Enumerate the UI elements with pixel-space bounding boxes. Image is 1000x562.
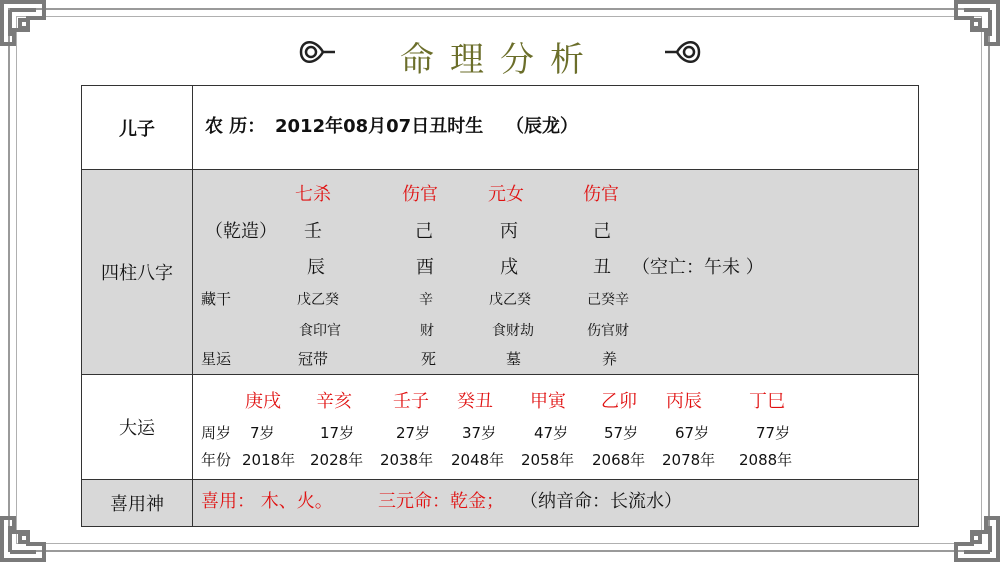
canggan-gods-hour: 伤官财 (587, 323, 629, 339)
canggan-hour: 己癸辛 (587, 292, 629, 308)
canggan-year: 戊乙癸 (297, 292, 339, 308)
title-banner (295, 30, 705, 80)
god-day: 元女 (488, 184, 524, 205)
xingyun-hour: 养 (602, 350, 618, 368)
corner-ornament-icon (0, 0, 62, 62)
god-hour: 伤官 (583, 184, 619, 205)
dayun-age: 37岁 (462, 424, 497, 442)
stem-year: 壬 (304, 221, 322, 242)
canggan-gods-year: 食印官 (299, 323, 341, 339)
dayun-year: 2068年 (592, 451, 646, 469)
canggan-gods-month: 财 (420, 323, 434, 339)
age-label: 周岁 (201, 424, 232, 442)
dayun-age: 57岁 (604, 424, 639, 442)
stem-month: 己 (415, 221, 433, 242)
dayun-year: 2038年 (380, 451, 434, 469)
dayun-age: 7岁 (250, 424, 275, 442)
xingyun-month: 死 (421, 350, 437, 368)
branch-day: 戌 (500, 257, 518, 278)
dayun-pillar: 丁巳 (749, 391, 785, 412)
nayin-text: （纳音命：长流水） (520, 491, 682, 512)
corner-ornament-icon (0, 500, 62, 562)
xingyun-year: 冠带 (298, 350, 329, 368)
canggan-label: 藏干 (201, 290, 232, 308)
stem-hour: 己 (593, 221, 611, 242)
corner-ornament-icon (938, 0, 1000, 62)
dayun-pillar: 辛亥 (316, 391, 352, 412)
page-title: 命理分析 (400, 40, 600, 80)
dayun-row (82, 375, 918, 480)
branch-month: 酉 (416, 257, 434, 278)
canggan-day: 戊乙癸 (489, 292, 531, 308)
bazi-label: 四柱八字 (82, 170, 193, 374)
dayun-age: 77岁 (756, 424, 791, 442)
dayun-pillar: 乙卯 (601, 391, 637, 412)
son-label: 儿子 (82, 86, 193, 169)
xiyong-row (82, 480, 918, 526)
sanyuan-text: 三元命：乾金； (378, 491, 504, 512)
xingyun-label: 星运 (201, 350, 232, 368)
dayun-pillar: 丙辰 (666, 391, 702, 412)
dayun-pillar: 庚戌 (245, 391, 281, 412)
dayun-age: 67岁 (675, 424, 710, 442)
dayun-label: 大运 (82, 375, 193, 479)
dayun-age: 27岁 (396, 424, 431, 442)
xiyong-text: 喜用： 木、火。 (201, 491, 333, 512)
dayun-year: 2088年 (739, 451, 793, 469)
lunar-label: 农 历： (205, 116, 266, 137)
dayun-year: 2018年 (242, 451, 296, 469)
god-month: 伤官 (402, 184, 438, 205)
year-label: 年份 (201, 451, 232, 469)
dayun-age: 47岁 (534, 424, 569, 442)
dayun-pillar: 癸丑 (457, 391, 493, 412)
dayun-pillar: 甲寅 (530, 391, 566, 412)
zodiac: （辰龙） (506, 116, 578, 137)
qianzao: （乾造） (205, 221, 277, 242)
god-year: 七杀 (295, 184, 331, 205)
dayun-year: 2078年 (662, 451, 716, 469)
dayun-pillar: 壬子 (393, 391, 429, 412)
bazi-row (82, 170, 918, 375)
stem-day: 丙 (500, 221, 518, 242)
son-row (82, 86, 918, 170)
lunar-date: 2012年08月07日丑时生 (275, 116, 484, 137)
analysis-table (81, 85, 919, 527)
corner-ornament-icon (938, 500, 1000, 562)
dayun-year: 2048年 (451, 451, 505, 469)
xingyun-day: 墓 (506, 350, 522, 368)
kongwang: （空亡：午未 ） (632, 257, 764, 278)
branch-hour: 丑 (593, 257, 611, 278)
canggan-gods-day: 食财劫 (492, 323, 534, 339)
branch-year: 辰 (307, 257, 325, 278)
canggan-month: 辛 (419, 292, 433, 308)
scroll-ornament-icon (661, 32, 705, 72)
xiyong-label: 喜用神 (82, 480, 193, 526)
dayun-year: 2058年 (521, 451, 575, 469)
dayun-year: 2028年 (310, 451, 364, 469)
dayun-age: 17岁 (320, 424, 355, 442)
